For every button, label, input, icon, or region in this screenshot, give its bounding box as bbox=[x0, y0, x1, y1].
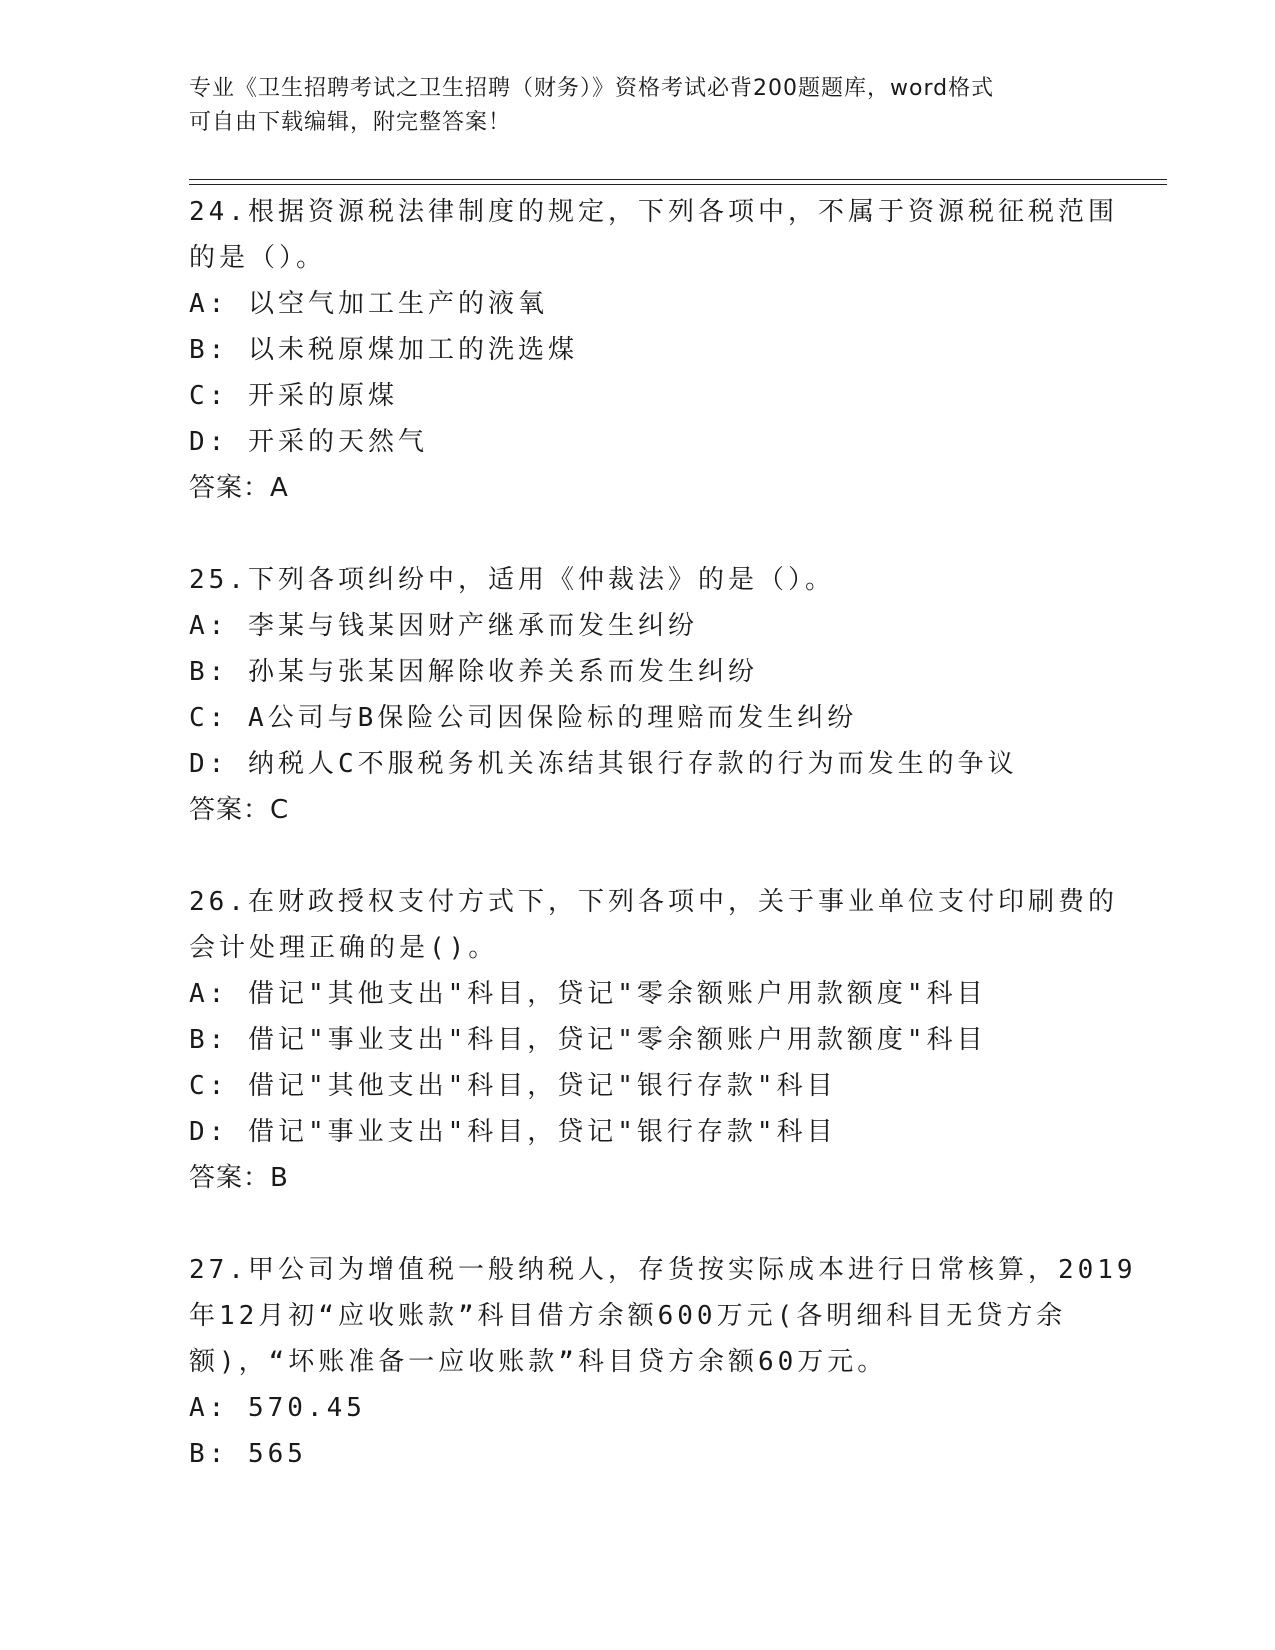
question-stem: 24.根据资源税法律制度的规定，下列各项中，不属于资源税征税范围 bbox=[189, 197, 1118, 227]
option-d: D: 纳税人C不服税务机关冻结其银行存款的行为而发生的争议 bbox=[189, 749, 1018, 779]
option-b: B: 以未税原煤加工的洗选煤 bbox=[189, 335, 578, 365]
question-stem: 年12月初“应收账款”科目借方余额600万元(各明细科目无贷方余 bbox=[189, 1301, 1067, 1331]
option-b: B: 孙某与张某因解除收养关系而发生纠纷 bbox=[189, 657, 758, 687]
header-divider-top bbox=[189, 179, 1167, 180]
option-c: C: 借记"其他支出"科目，贷记"银行存款"科目 bbox=[189, 1071, 837, 1101]
question-block-26 bbox=[189, 879, 1118, 1201]
spacer bbox=[189, 833, 1089, 879]
question-stem: 的是（）。 bbox=[189, 243, 327, 273]
spacer bbox=[189, 1201, 1089, 1247]
question-stem: 25.下列各项纠纷中，适用《仲裁法》的是（）。 bbox=[189, 565, 835, 595]
option-a: A: 以空气加工生产的液氧 bbox=[189, 289, 548, 319]
option-c: C: A公司与B保险公司因保险标的理赔而发生纠纷 bbox=[189, 703, 858, 733]
answer-line: 答案：C bbox=[189, 795, 290, 825]
option-b: B: 借记"事业支出"科目，贷记"零余额账户用款额度"科目 bbox=[189, 1025, 987, 1055]
question-stem: 会计处理正确的是()。 bbox=[189, 933, 499, 963]
spacer bbox=[189, 511, 1089, 557]
question-stem: 26.在财政授权支付方式下，下列各项中，关于事业单位支付印刷费的 bbox=[189, 887, 1118, 917]
option-a: A: 570.45 bbox=[189, 1393, 366, 1423]
option-a: A: 李某与钱某因财产继承而发生纠纷 bbox=[189, 611, 698, 641]
question-stem: 额)，“坏账准备一应收账款”科目贷方余额60万元。 bbox=[189, 1347, 888, 1377]
header-line-2: 可自由下载编辑，附完整答案！ bbox=[189, 110, 512, 135]
option-b: B: 565 bbox=[189, 1439, 307, 1469]
question-stem: 27.甲公司为增值税一般纳税人，存货按实际成本进行日常核算，2019 bbox=[189, 1255, 1137, 1285]
option-a: A: 借记"其他支出"科目，贷记"零余额账户用款额度"科目 bbox=[189, 979, 987, 1009]
question-list bbox=[189, 189, 1137, 1477]
header-divider-bottom bbox=[189, 184, 1167, 185]
question-block-25 bbox=[189, 557, 1089, 833]
question-block-24 bbox=[189, 189, 1118, 511]
header-line-1: 专业《卫生招聘考试之卫生招聘（财务）》资格考试必背200题题库，word格式 bbox=[189, 76, 995, 101]
answer-line: 答案：A bbox=[189, 473, 289, 503]
option-c: C: 开采的原煤 bbox=[189, 381, 398, 411]
option-d: D: 开采的天然气 bbox=[189, 427, 428, 457]
option-d: D: 借记"事业支出"科目，贷记"银行存款"科目 bbox=[189, 1117, 837, 1147]
question-block-27 bbox=[189, 1247, 1137, 1477]
answer-line: 答案：B bbox=[189, 1163, 289, 1193]
document-header bbox=[189, 72, 1089, 140]
